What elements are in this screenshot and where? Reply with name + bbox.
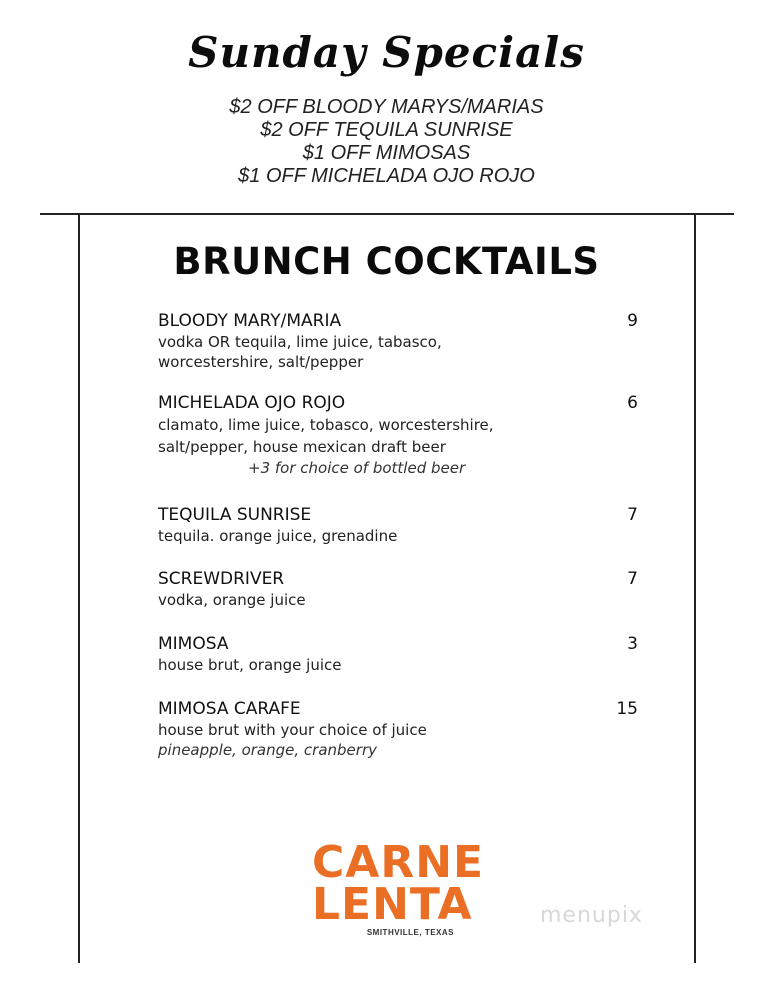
specials-list [0, 96, 773, 188]
menu-item [158, 633, 638, 698]
menu-item [158, 568, 638, 633]
item-price: 7 [627, 569, 638, 589]
item-name: TEQUILA SUNRISE [158, 505, 312, 525]
restaurant-logo [312, 837, 485, 937]
menu-item [158, 698, 638, 760]
logo-line-1: CARNE [312, 837, 485, 888]
item-name: MICHELADA OJO ROJO [158, 393, 346, 413]
logo-line-2: LENTA [312, 879, 473, 930]
item-description: house brut, orange juice [158, 656, 342, 674]
divider-left [78, 213, 80, 963]
item-name: SCREWDRIVER [158, 569, 285, 589]
item-note: +3 for choice of bottled beer [248, 459, 466, 477]
item-name: MIMOSA [158, 634, 229, 654]
item-price: 9 [627, 311, 638, 331]
item-note: pineapple, orange, cranberry [158, 741, 377, 759]
divider-right [694, 213, 696, 963]
menu-item [158, 392, 638, 504]
special-line: $2 OFF BLOODY MARYS/MARIAS [229, 96, 544, 118]
menu-item [158, 310, 638, 392]
specials-title: Sunday Specials [188, 28, 585, 77]
item-price: 6 [627, 393, 638, 413]
menu-item [158, 504, 638, 568]
item-description: tequila. orange juice, grenadine [158, 527, 398, 545]
divider-top [40, 213, 734, 215]
item-price: 7 [627, 505, 638, 525]
item-description: house brut with your choice of juice [158, 721, 427, 739]
logo-location: SMITHVILLE, TEXAS [366, 928, 454, 937]
item-description: vodka, orange juice [158, 591, 306, 609]
item-description: vodka OR tequila, lime juice, tabasco, [158, 333, 442, 351]
item-price: 3 [627, 634, 638, 654]
special-line: $1 OFF MIMOSAS [302, 142, 471, 164]
item-description: clamato, lime juice, tobasco, worcestershire, [158, 416, 494, 434]
item-price: 15 [616, 699, 638, 719]
item-name: MIMOSA CARAFE [158, 699, 301, 719]
item-name: BLOODY MARY/MARIA [158, 311, 342, 331]
section-title: BRUNCH COCKTAILS [173, 240, 600, 283]
item-description: worcestershire, salt/pepper [158, 353, 364, 371]
cocktail-menu [158, 310, 638, 760]
special-line: $1 OFF MICHELADA OJO ROJO [238, 165, 535, 187]
watermark: menupix [540, 903, 643, 928]
special-line: $2 OFF TEQUILA SUNRISE [260, 119, 513, 141]
item-description: salt/pepper, house mexican draft beer [158, 438, 446, 456]
